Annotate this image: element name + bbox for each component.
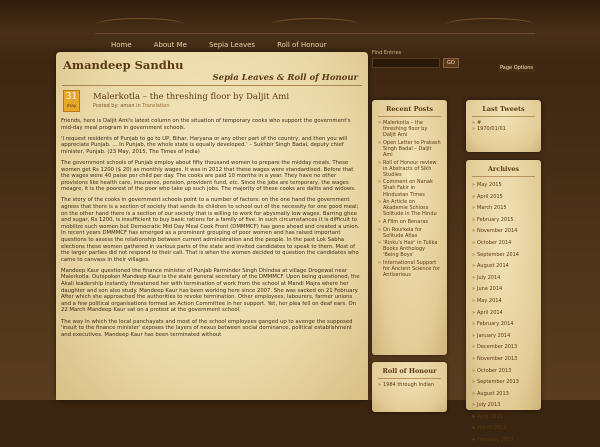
last-tweets-title: Last Tweets: [472, 100, 535, 117]
archive-link[interactable]: » February 2015: [472, 215, 535, 227]
recent-post-link[interactable]: » On Rourkela for Solitude Atlas: [378, 227, 441, 239]
recent-post-link[interactable]: » Open Letter to Prakash Singh Badal – Daljit Ami: [378, 140, 441, 158]
post-date-badge: [63, 90, 80, 112]
post-paragraph: Friends, here is Daljit Ami's latest column on the situation of temporary cooks who support the government's mid-day meal program in government schools.: [61, 118, 351, 131]
header-ornament: [95, 14, 535, 34]
search-input[interactable]: [372, 58, 440, 68]
tweet-date: » 1970/01/01: [472, 126, 535, 132]
nav-sepia-leaves[interactable]: Sepia Leaves: [208, 41, 256, 49]
post-paragraph: Mandeep Kaur questioned the finance minister of Punjab Parminder Singh Dhindsa at village Drogewal near Malerkotla. Outspoken Mandeep Kaur is the state general secretary of the DMMMCF. Upon being questioned, the Akali leadership instantly threatened her with termination of work from the school at Mandi Majra where her daughter and son also study. Mandeep Kaur has been working here since 2007. She was sacked on 21 February. After which she approached the authorities to revoke termination. Other employees, labourers, farmer unions and a few political organisations formed an Action Committee in her support. Yet, her plea fell on deaf ears. On 22 March Mandeep Kaur sat on a protest at the government school.: [61, 267, 360, 314]
recent-posts-title: Recent Posts: [378, 100, 441, 117]
archive-link[interactable]: » January 2014: [472, 331, 535, 343]
recent-post-link[interactable]: » An Article on Akademie Schloss Solitude in The Hindu: [378, 199, 441, 217]
archive-link[interactable]: » July 2014: [472, 273, 535, 285]
archive-link[interactable]: » July 2013: [472, 400, 535, 412]
post-paragraph: 'I request residents of Punjab to go to UP, Bihar, Haryana or any other part of the country, and then you will appreciate Punjab. … In Punjab, the whole state is equally developed.' – Sukhbir Singh Badal, deputy chief minister, Punjab. (23 May, 2015, The Times of India): [61, 135, 348, 155]
nav-about-me[interactable]: About Me: [153, 41, 187, 49]
search-box: [372, 50, 459, 68]
post-meta: [93, 103, 170, 109]
archive-link[interactable]: » June 2014: [472, 284, 535, 296]
archive-link[interactable]: » May 2014: [472, 296, 535, 308]
archive-link[interactable]: » February 2013: [472, 435, 535, 447]
recent-post-link[interactable]: » 'Rinku's Hair' in Tulika Books Anthology 'Being Boys': [378, 240, 441, 258]
post-paragraph: The government schools of Punjab employ about fifty thousand women to prepare the midday meals. These women get Rs 1200 ($ 20) as monthly wages. It was in 2012 that these wages were standardised. Before that the wages were 40 paise per child per day. The cooks are paid 10 months in a year. They have no other provisions like health care, insurance, pension, provident fund, etc. Since the jobs are temporary, the wages meagre, it is the poorest of the poor who take up such jobs. The majority of these cooks are dalits and widows.: [61, 159, 356, 193]
recent-post-link[interactable]: » Comment on Nanak Shah Fakir in Hindustan Times: [378, 179, 441, 197]
archives-title: Archives: [472, 160, 535, 177]
archive-link[interactable]: » April 2015: [472, 192, 535, 204]
archive-link[interactable]: » August 2013: [472, 389, 535, 401]
archive-link[interactable]: » September 2013: [472, 377, 535, 389]
archive-link[interactable]: » February 2014: [472, 319, 535, 331]
archive-link[interactable]: » September 2014: [472, 250, 535, 262]
title-divider: [62, 85, 362, 86]
archive-link[interactable]: » October 2013: [472, 366, 535, 378]
archive-link[interactable]: » March 2015: [472, 203, 535, 215]
archive-link[interactable]: » August 2014: [472, 261, 535, 273]
main-nav: [100, 38, 338, 52]
recent-post-link[interactable]: » A Film on Benaras: [378, 219, 441, 225]
archive-link[interactable]: » May 2015: [472, 180, 535, 192]
nav-home[interactable]: Home: [111, 41, 132, 49]
search-label: Find Entries: [372, 50, 402, 56]
archive-link[interactable]: » April 2014: [472, 308, 535, 320]
main-content: [56, 52, 368, 400]
last-tweets-widget: [466, 100, 541, 152]
tweet-link[interactable]: » #: [472, 120, 535, 126]
recent-posts-widget: [372, 100, 447, 355]
post-paragraph: The way in which the local panchayats and most of the school employees ganged up to avenge the supposed 'insult to the finance minister' exposes the layers of nexus between social dominance, political establishment and executives. Mandeep Kaur has been terminated without: [61, 318, 353, 338]
recent-post-link[interactable]: » International Support for Ancient Science for Antiserious: [378, 260, 441, 278]
page-options-link[interactable]: Page Options: [500, 65, 533, 71]
post-paragraph: The story of the cooks in government schools point to a number of factors: on the one hand the government agrees that there is a section of society that sends its children to school out of the necessity for one good meal; on the other hand there is a section of our society that is willing to work for abysmally low wages. Barring ghee and sugar, Rs 1200, is insufficient to buy basic rations for a family of five. In such circumstances it is difficult to mobilize such women but Democratic Mid Day Meal Cook Front (DMMMCF) has gone ahead and created a union. In recent years DMMMCF has emerged as a prominent grouping of poor women and has raised important questions to assess the relationship between current administration and the people. In the past Lok Sabha elections these women gathered in various parts of the state and invited candidates to speak to them. Most of the larger parties did not respond to their call. That is when the women decided to question the candidates who came to canvass in their villages.: [61, 197, 360, 263]
post-body: [61, 118, 363, 343]
post-category[interactable]: Translation: [142, 103, 170, 109]
post-meta-in: in: [136, 103, 141, 109]
archives-widget: [466, 160, 541, 444]
recent-post-link[interactable]: » Roll of Honour review in Abstracts of Sikh Studies: [378, 160, 441, 178]
search-go-button[interactable]: GO: [443, 58, 459, 68]
post-day: 31: [65, 92, 78, 102]
nav-roll-of-honour[interactable]: Roll of Honour: [277, 41, 327, 49]
site-title[interactable]: Amandeep Sandhu: [63, 58, 184, 72]
roll-of-honour-title: Roll of Honour: [378, 362, 441, 379]
archive-link[interactable]: » April 2013: [472, 412, 535, 424]
site-subtitle: Sepia Leaves & Roll of Honour: [212, 73, 358, 83]
recent-post-link[interactable]: » Malerkotla – the threshing floor by Daljit Ami: [378, 120, 441, 138]
archive-link[interactable]: » October 2014: [472, 238, 535, 250]
post-month: may: [66, 104, 77, 109]
archive-link[interactable]: » December 2013: [472, 342, 535, 354]
archive-link[interactable]: » March 2013: [472, 423, 535, 435]
archive-link[interactable]: » November 2013: [472, 354, 535, 366]
roll-of-honour-widget: [372, 362, 447, 412]
post-meta-by: Posted by:: [93, 103, 119, 109]
archive-link[interactable]: » November 2014: [472, 226, 535, 238]
honour-link[interactable]: » 1984 through Indian: [378, 382, 441, 388]
post-author[interactable]: aman: [120, 103, 135, 109]
post-title[interactable]: Malerkotla – the threshing floor by Daljit Ami: [93, 92, 290, 102]
